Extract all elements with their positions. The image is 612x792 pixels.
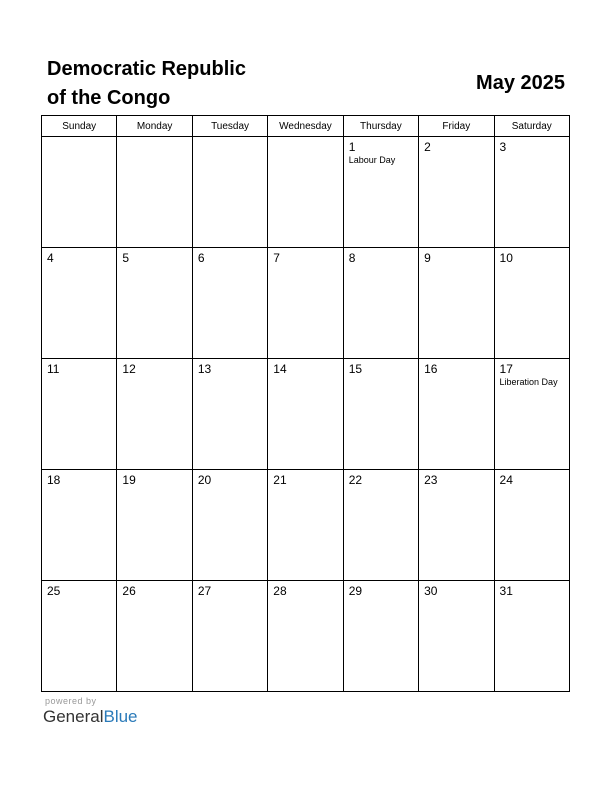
day-cell [343,359,418,470]
day-number: 17 [499,362,513,376]
month-label: May 2025 [476,72,565,94]
day-number: 6 [197,251,205,265]
day-cell [268,359,343,470]
calendar-grid [41,115,570,692]
day-number: 18 [47,473,61,487]
holiday-label: Liberation Day [499,377,558,387]
week-row [42,248,570,359]
day-number: 24 [499,473,513,487]
day-cell [419,137,494,248]
day-cell [42,248,117,359]
holiday-label: Labour Day [348,155,396,165]
week-row [42,470,570,581]
day-number: 25 [47,584,61,598]
day-number: 20 [197,473,212,487]
week-row [42,581,570,692]
day-cell [268,248,343,359]
day-number [268,137,342,140]
day-number: 15 [348,362,363,376]
day-number: 9 [424,251,431,265]
day-number [117,137,191,140]
day-cell [117,248,192,359]
day-cell [117,470,192,581]
day-number: 28 [273,584,287,598]
day-number: 29 [348,584,363,598]
day-number: 8 [348,251,356,265]
powered-by-text: powered by [45,696,97,706]
day-number [42,137,116,140]
day-number: 16 [424,362,438,376]
generalblue-logo [43,707,138,727]
footer-branding [43,696,138,727]
day-cell [117,359,192,470]
day-cell [343,470,418,581]
title-line-1: Democratic Republic [47,58,246,80]
weekday-tuesday: Tuesday [192,116,267,137]
day-number: 27 [197,584,212,598]
day-number: 7 [273,251,280,265]
day-cell [117,581,192,692]
day-cell [192,581,267,692]
week-row [42,137,570,248]
day-number: 23 [424,473,438,487]
page-title [47,55,307,113]
day-number: 26 [122,584,136,598]
title-line-2: of the Congo [47,87,171,109]
day-number: 14 [273,362,287,376]
day-cell [268,581,343,692]
day-number: 4 [47,251,54,265]
day-cell [343,137,418,248]
day-cell [494,581,569,692]
weekday-header-row [42,116,570,137]
day-cell [343,248,418,359]
day-cell [192,248,267,359]
day-cell [419,581,494,692]
day-cell [343,581,418,692]
day-number: 10 [499,251,513,265]
day-number: 5 [122,251,130,265]
weekday-saturday: Saturday [494,116,569,137]
day-cell [42,470,117,581]
day-cell [268,137,343,248]
day-cell [494,470,569,581]
weekday-thursday: Thursday [343,116,418,137]
day-number: 21 [273,473,287,487]
brand-general: General [43,707,104,726]
day-cell [494,248,569,359]
day-number: 2 [424,140,431,154]
weekday-sunday: Sunday [42,116,117,137]
week-row [42,359,570,470]
day-number: 22 [348,473,363,487]
day-number: 11 [47,362,60,376]
day-cell [268,470,343,581]
day-number [193,137,267,140]
day-number: 13 [197,362,212,376]
day-cell [419,470,494,581]
weekday-wednesday: Wednesday [268,116,343,137]
day-number: 31 [499,584,513,598]
day-cell [494,359,569,470]
day-cell [42,581,117,692]
day-cell [419,359,494,470]
day-cell [192,470,267,581]
day-number: 1 [348,140,356,154]
day-cell [117,137,192,248]
day-number: 19 [122,473,136,487]
brand-blue: Blue [103,707,138,726]
day-cell [192,137,267,248]
weekday-monday: Monday [117,116,192,137]
day-cell [494,137,569,248]
day-cell [192,359,267,470]
day-number: 3 [499,140,507,154]
day-cell [42,359,117,470]
day-number: 30 [424,584,438,598]
day-cell [42,137,117,248]
day-number: 12 [122,362,136,376]
weekday-friday: Friday [419,116,494,137]
day-cell [419,248,494,359]
